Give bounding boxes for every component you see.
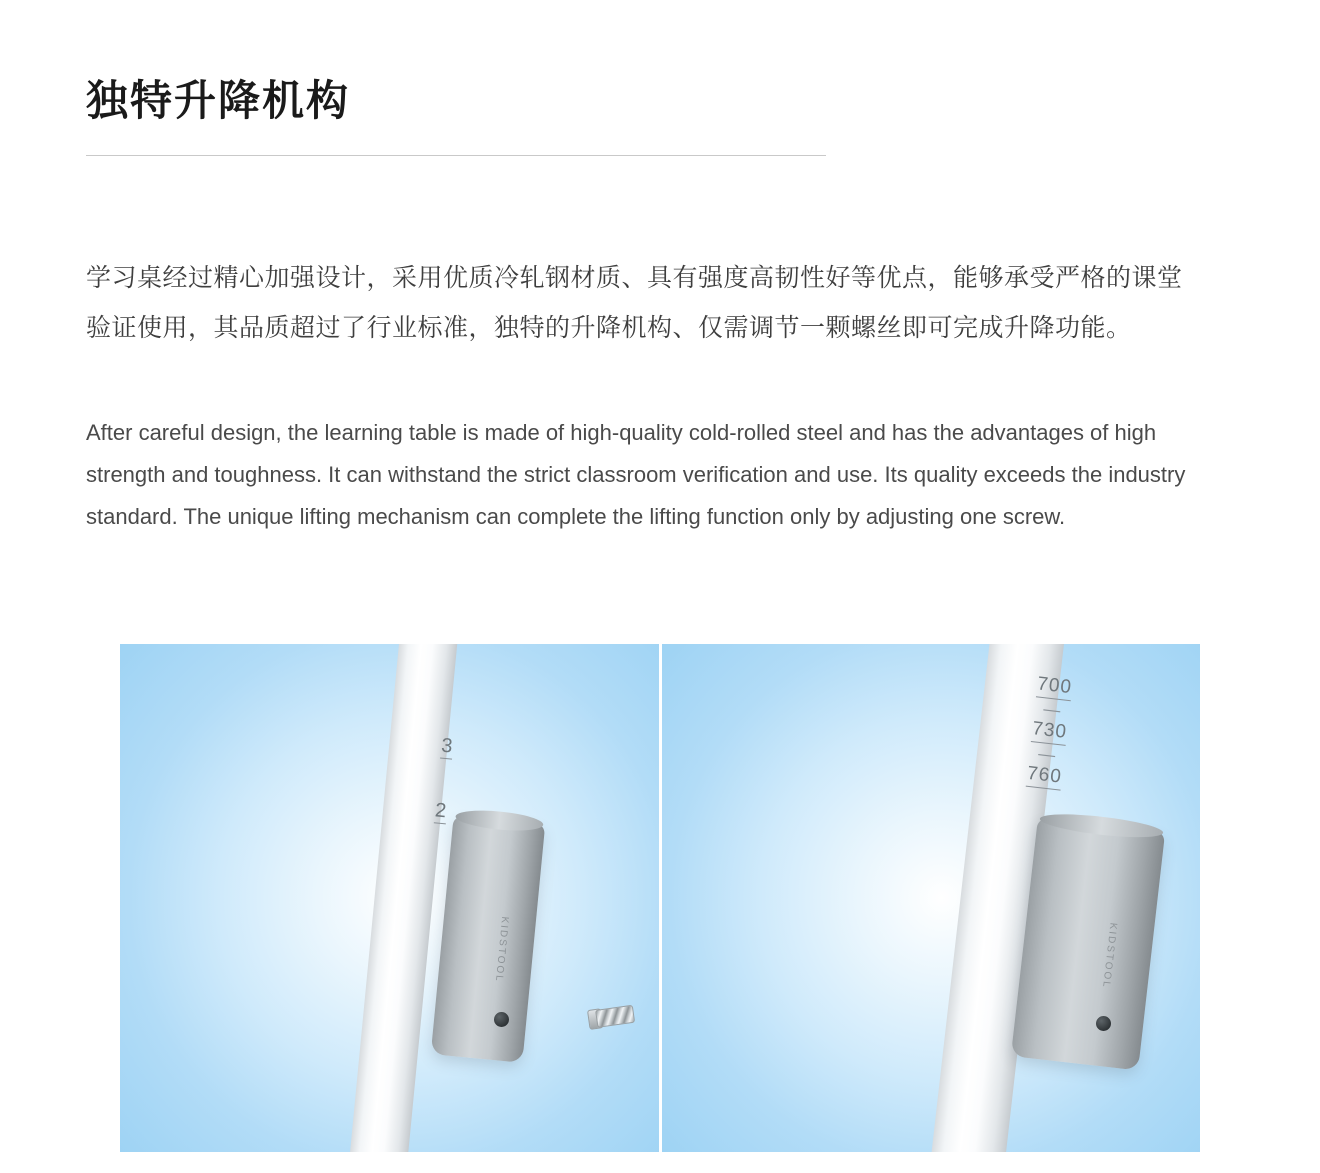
paragraph-chinese: 学习桌经过精心加强设计，采用优质冷轧钢材质、具有强度高韧性好等优点，能够承受严格的课堂验证使用，其品质超过了行业标准，独特的升降机构、仅需调节一颗螺丝即可完成升降功能。 (86, 263, 1183, 342)
screw-hole (1096, 1016, 1111, 1031)
figure-panel-right (659, 644, 1201, 1152)
adjustment-screw (587, 1003, 633, 1029)
collar-top-rim (1038, 810, 1163, 842)
scale-mark: 730 (1030, 719, 1067, 746)
collar-brand-text: KIDSTOOL (1099, 922, 1119, 990)
table-leg-tube (348, 644, 459, 1152)
title-divider (86, 155, 826, 156)
collar-top-rim (455, 807, 544, 833)
screw-thread (595, 1005, 635, 1028)
paragraph-english: After careful design, the learning table is made of high-quality cold-rolled steel and has the advantages of high strength and toughness. It can withstand the strict classroom verification and use. Its quality exceeds the industry standard. The unique lifting mechanism can complete the lifting function only by adjusting one screw. (86, 420, 1186, 529)
scale-mark: 3 (440, 734, 455, 758)
scale-mark: 2 (434, 799, 449, 823)
page-title: 独特升降机构 (86, 76, 351, 126)
scale-mark: 700 (1035, 674, 1072, 701)
product-figure (120, 644, 1200, 1152)
scale-spacer (436, 759, 452, 802)
lifting-collar (431, 815, 546, 1063)
screw-hole (494, 1012, 509, 1027)
collar-brand-text: KIDSTOOL (492, 915, 511, 984)
figure-panel-left (120, 644, 659, 1152)
lifting-collar (1010, 818, 1164, 1071)
scale-mark: 760 (1025, 764, 1062, 791)
scale-dash: — (1036, 743, 1056, 765)
scale-dash: — (1041, 699, 1061, 721)
